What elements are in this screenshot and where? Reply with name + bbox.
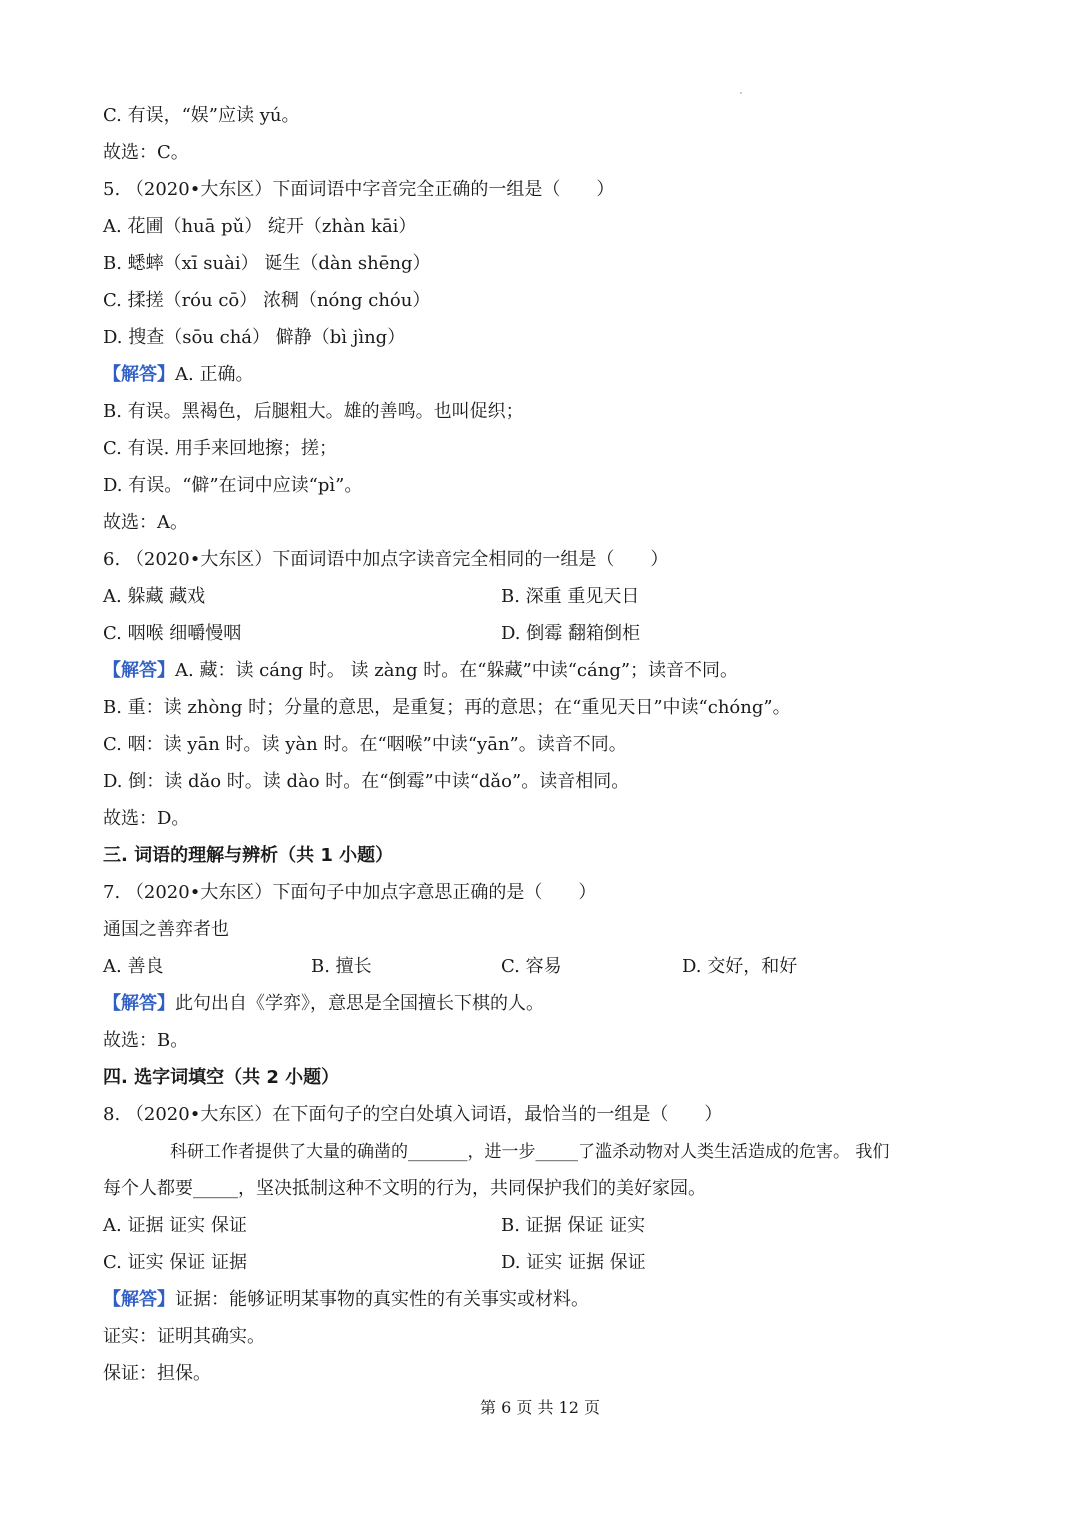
passage-line: 科研工作者提供了大量的确凿的_______，进一步_____了滥杀动物对人类生活造成的危害。 我们	[170, 1142, 890, 1162]
text-line: D. 倒：读 dǎo 时。读 dào 时。在“倒霉”中读“dǎo”。读音相同。	[103, 771, 630, 792]
option-c: C. 咽喉 细嚼慢咽	[103, 623, 242, 644]
answer-tag: 【解答】	[103, 660, 175, 681]
option-d: D. 倒霉 翻箱倒柜	[501, 623, 640, 644]
text-line: 故选：A。	[103, 512, 188, 533]
text-line: 故选：C。	[103, 142, 189, 163]
question-8: 8. （2020•大东区）在下面句子的空白处填入词语，最恰当的一组是（ ）	[103, 1104, 723, 1125]
text-line: 故选：B。	[103, 1030, 189, 1051]
question-7: 7. （2020•大东区）下面句子中加点字意思正确的是（ ）	[103, 882, 597, 903]
option-d: D. 交好，和好	[682, 956, 798, 977]
text-line: B. 重：读 zhòng 时；分量的意思，是重复；再的意思；在“重见天日”中读“chóng”。	[103, 697, 791, 718]
text-line: C. 有误，“娱”应读 yú。	[103, 105, 300, 126]
option-a: A. 善良	[103, 956, 164, 977]
option-c: C. 容易	[501, 956, 562, 977]
text-line: C. 咽：读 yān 时。读 yàn 时。在“咽喉”中读“yān”。读音不同。	[103, 734, 627, 755]
option-d: D. 搜查（sōu chá） 僻静（bì jìng）	[103, 327, 406, 348]
text-line: D. 有误。“僻”在词中应读“pì”。	[103, 475, 363, 496]
option-c: C. 证实 保证 证据	[103, 1252, 248, 1273]
text-line: B. 有误。黑褐色，后腿粗大。雄的善鸣。也叫促织；	[103, 401, 524, 422]
option-b: B. 擅长	[311, 956, 372, 977]
option-a: A. 花圃（huā pǔ） 绽开（zhàn kāi）	[103, 216, 417, 237]
answer-line: 【解答】A. 藏：读 cáng 时。 读 zàng 时。在“躲藏”中读“cáng”；读音不同。	[103, 660, 739, 681]
answer-tag: 【解答】	[103, 1289, 175, 1310]
option-b: B. 证据 保证 证实	[501, 1215, 646, 1236]
answer-line: 【解答】证据：能够证明某事物的真实性的有关事实或材料。	[103, 1289, 589, 1310]
passage-line: 每个人都要_____，坚决抵制这种不文明的行为，共同保护我们的美好家园。	[103, 1178, 706, 1199]
question-6: 6. （2020•大东区）下面词语中加点字读音完全相同的一组是（ ）	[103, 549, 669, 570]
text-line: C. 有误. 用手来回地擦；搓；	[103, 438, 338, 459]
page-footer: 第 6 页 共 12 页	[480, 1398, 600, 1417]
text-line: 保证：担保。	[103, 1363, 211, 1384]
section-heading: 三. 词语的理解与辨析（共 1 小题）	[103, 845, 394, 866]
text-line: 通国之善弈者也	[103, 919, 229, 940]
option-c: C. 揉搓（róu cō） 浓稠（nóng chóu）	[103, 290, 431, 311]
option-a: A. 躲藏 藏戏	[103, 586, 206, 607]
option-b: B. 蟋蟀（xī suài） 诞生（dàn shēng）	[103, 253, 431, 274]
answer-tag: 【解答】	[103, 993, 175, 1014]
text-line: 故选：D。	[103, 808, 190, 829]
text-line: 证实：证明其确实。	[103, 1326, 265, 1347]
answer-tag: 【解答】	[103, 364, 175, 385]
option-b: B. 深重 重见天日	[501, 586, 640, 607]
question-5: 5. （2020•大东区）下面词语中字音完全正确的一组是（ ）	[103, 179, 615, 200]
answer-line: 【解答】此句出自《学弈》，意思是全国擅长下棋的人。	[103, 993, 544, 1014]
section-heading: 四. 选字词填空（共 2 小题）	[103, 1067, 340, 1088]
option-a: A. 证据 证实 保证	[103, 1215, 247, 1236]
scan-speck	[740, 92, 742, 94]
option-d: D. 证实 证据 保证	[501, 1252, 646, 1273]
answer-line: 【解答】A. 正确。	[103, 364, 254, 385]
